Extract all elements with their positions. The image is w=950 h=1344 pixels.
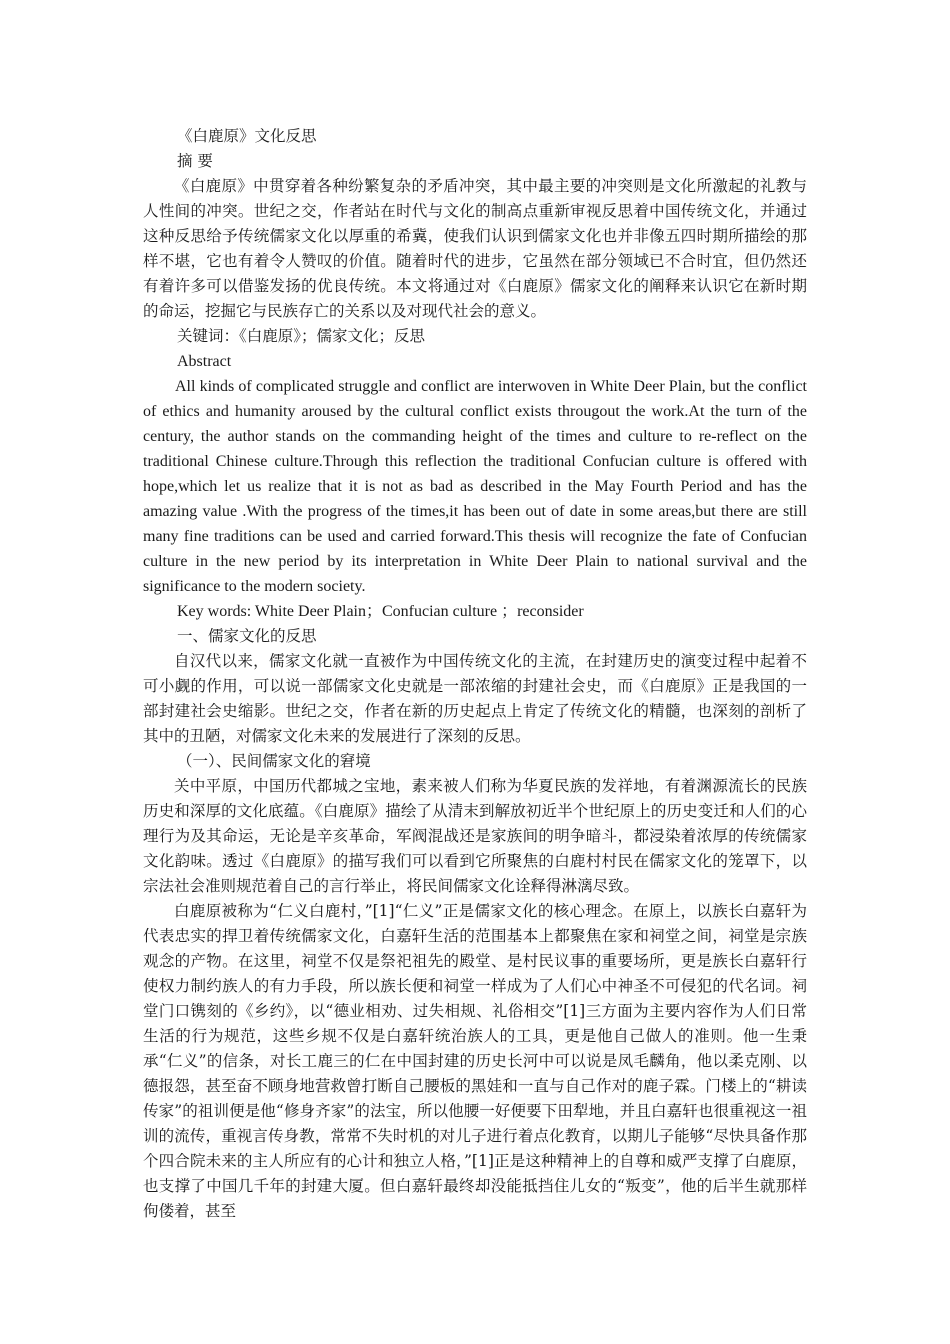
abstract-en-heading: Abstract bbox=[177, 353, 232, 370]
document-title: 《白鹿原》文化反思 bbox=[177, 127, 317, 145]
abstract-heading: 摘 要 bbox=[177, 152, 213, 170]
document-page bbox=[143, 124, 807, 1224]
body-paragraph: 关中平原，中国历代都城之宝地，素来被人们称为华夏民族的发祥地，有着渊源流长的民族历史和深厚的文化底蕴。《白鹿原》描绘了从清末到解放初近半个世纪原上的历史变迁和人们的心理行为及其命运，无论是辛亥革命，军阀混战还是家族间的明争暗斗，都浸染着浓厚的传统儒家文化韵味。透过《白鹿原》的描写我们可以看到它所聚焦的白鹿村村民在儒家文化的笼罩下，以宗法社会准则规范着自己的言行举止，将民间儒家文化诠释得淋漓尽致。 bbox=[143, 777, 807, 895]
abstract-cn-paragraph: 《白鹿原》中贯穿着各种纷繁复杂的矛盾冲突，其中最主要的冲突则是文化所激起的礼教与人性间的冲突。世纪之交，作者站在时代与文化的制高点重新审视反思着中国传统文化，并通过这种反思给予传统儒家文化以厚重的希冀，使我们认识到儒家文化也并非像五四时期所描绘的那样不堪，它也有着令人赞叹的价值。随着时代的进步，它虽然在部分领域已不合时宜，但仍然还有着许多可以借鉴发扬的优良传统。本文将通过对《白鹿原》儒家文化的阐释来认识它在新时期的命运，挖掘它与民族存亡的关系以及对现代社会的意义。 bbox=[143, 177, 807, 320]
body-paragraph: 白鹿原被称为“仁义白鹿村，”[1]“仁义”正是儒家文化的核心理念。在原上，以族长白嘉轩为代表忠实的捍卫着传统儒家文化，白嘉轩生活的范围基本上都聚焦在家和祠堂之间，祠堂是宗族观念的产物。在这里，祠堂不仅是祭祀祖先的殿堂、是村民议事的重要场所，更是族长白嘉轩行使权力制约族人的有力手段，所以族长便和祠堂一样成为了人们心中神圣不可侵犯的代名词。祠堂门口镌刻的《乡约》，以“德业相劝、过失相规、礼俗相交”[1]三方面为主要内容作为人们日常生活的行为规范，这些乡规不仅是白嘉轩统治族人的工具，更是他自己做人的准则。他一生秉承“仁义”的信条，对长工鹿三的仁在中国封建的历史长河中可以说是凤毛麟角，他以柔克刚、以德报怨，甚至奋不顾身地营救曾打断自己腰板的黑娃和一直与自己作对的鹿子霖。门楼上的“耕读传家”的祖训便是他“修身齐家”的法宝，所以他腰一好便要下田犁地，并且白嘉轩也很重视这一祖训的流传，重视言传身教，常常不失时机的对儿子进行着点化教育，以期儿子能够“尽快具备作那个四合院未来的主人所应有的心计和独立人格，”[1]正是这种精神上的自尊和威严支撑了白鹿原，也支撑了中国几千年的封建大厦。但白嘉轩最终却没能抵挡住儿女的“叛变”，他的后半生就那样佝偻着，甚至 bbox=[143, 902, 807, 1220]
subsection-heading: （一）、民间儒家文化的窘境 bbox=[177, 752, 371, 770]
keywords-en: Key words: White Deer Plain；Confucian culture ；reconsider bbox=[177, 603, 584, 620]
abstract-en-paragraph: All kinds of complicated struggle and conflict are interwoven in White Deer Plain, but the conflict of ethics and humanity aroused by the cultural conflict exists througout the work.At the turn of the century, the author stands on the commanding height of the times and culture to re-reflect on the traditional Chinese culture.Through this reflection the traditional Confucian culture is offered with hope,which let us realize that it is not as bad as described in the May Fourth Period and has the amazing value .With the progress of the times,it has been out of date in some areas,but there are still many fine traditions can be used and carried forward.This thesis will recognize the fate of Confucian culture in the new period by its interpretation in White Deer Plain to national survival and the significance to the modern society. bbox=[143, 378, 807, 595]
keywords-cn: 关键词：《白鹿原》；儒家文化；反思 bbox=[177, 327, 426, 345]
section-heading: 一、儒家文化的反思 bbox=[177, 627, 317, 645]
section-paragraph: 自汉代以来，儒家文化就一直被作为中国传统文化的主流，在封建历史的演变过程中起着不可小觑的作用，可以说一部儒家文化史就是一部浓缩的封建社会史，而《白鹿原》正是我国的一部封建社会史缩影。世纪之交，作者在新的历史起点上肯定了传统文化的精髓，也深刻的剖析了其中的丑陋，对儒家文化未来的发展进行了深刻的反思。 bbox=[143, 652, 807, 745]
